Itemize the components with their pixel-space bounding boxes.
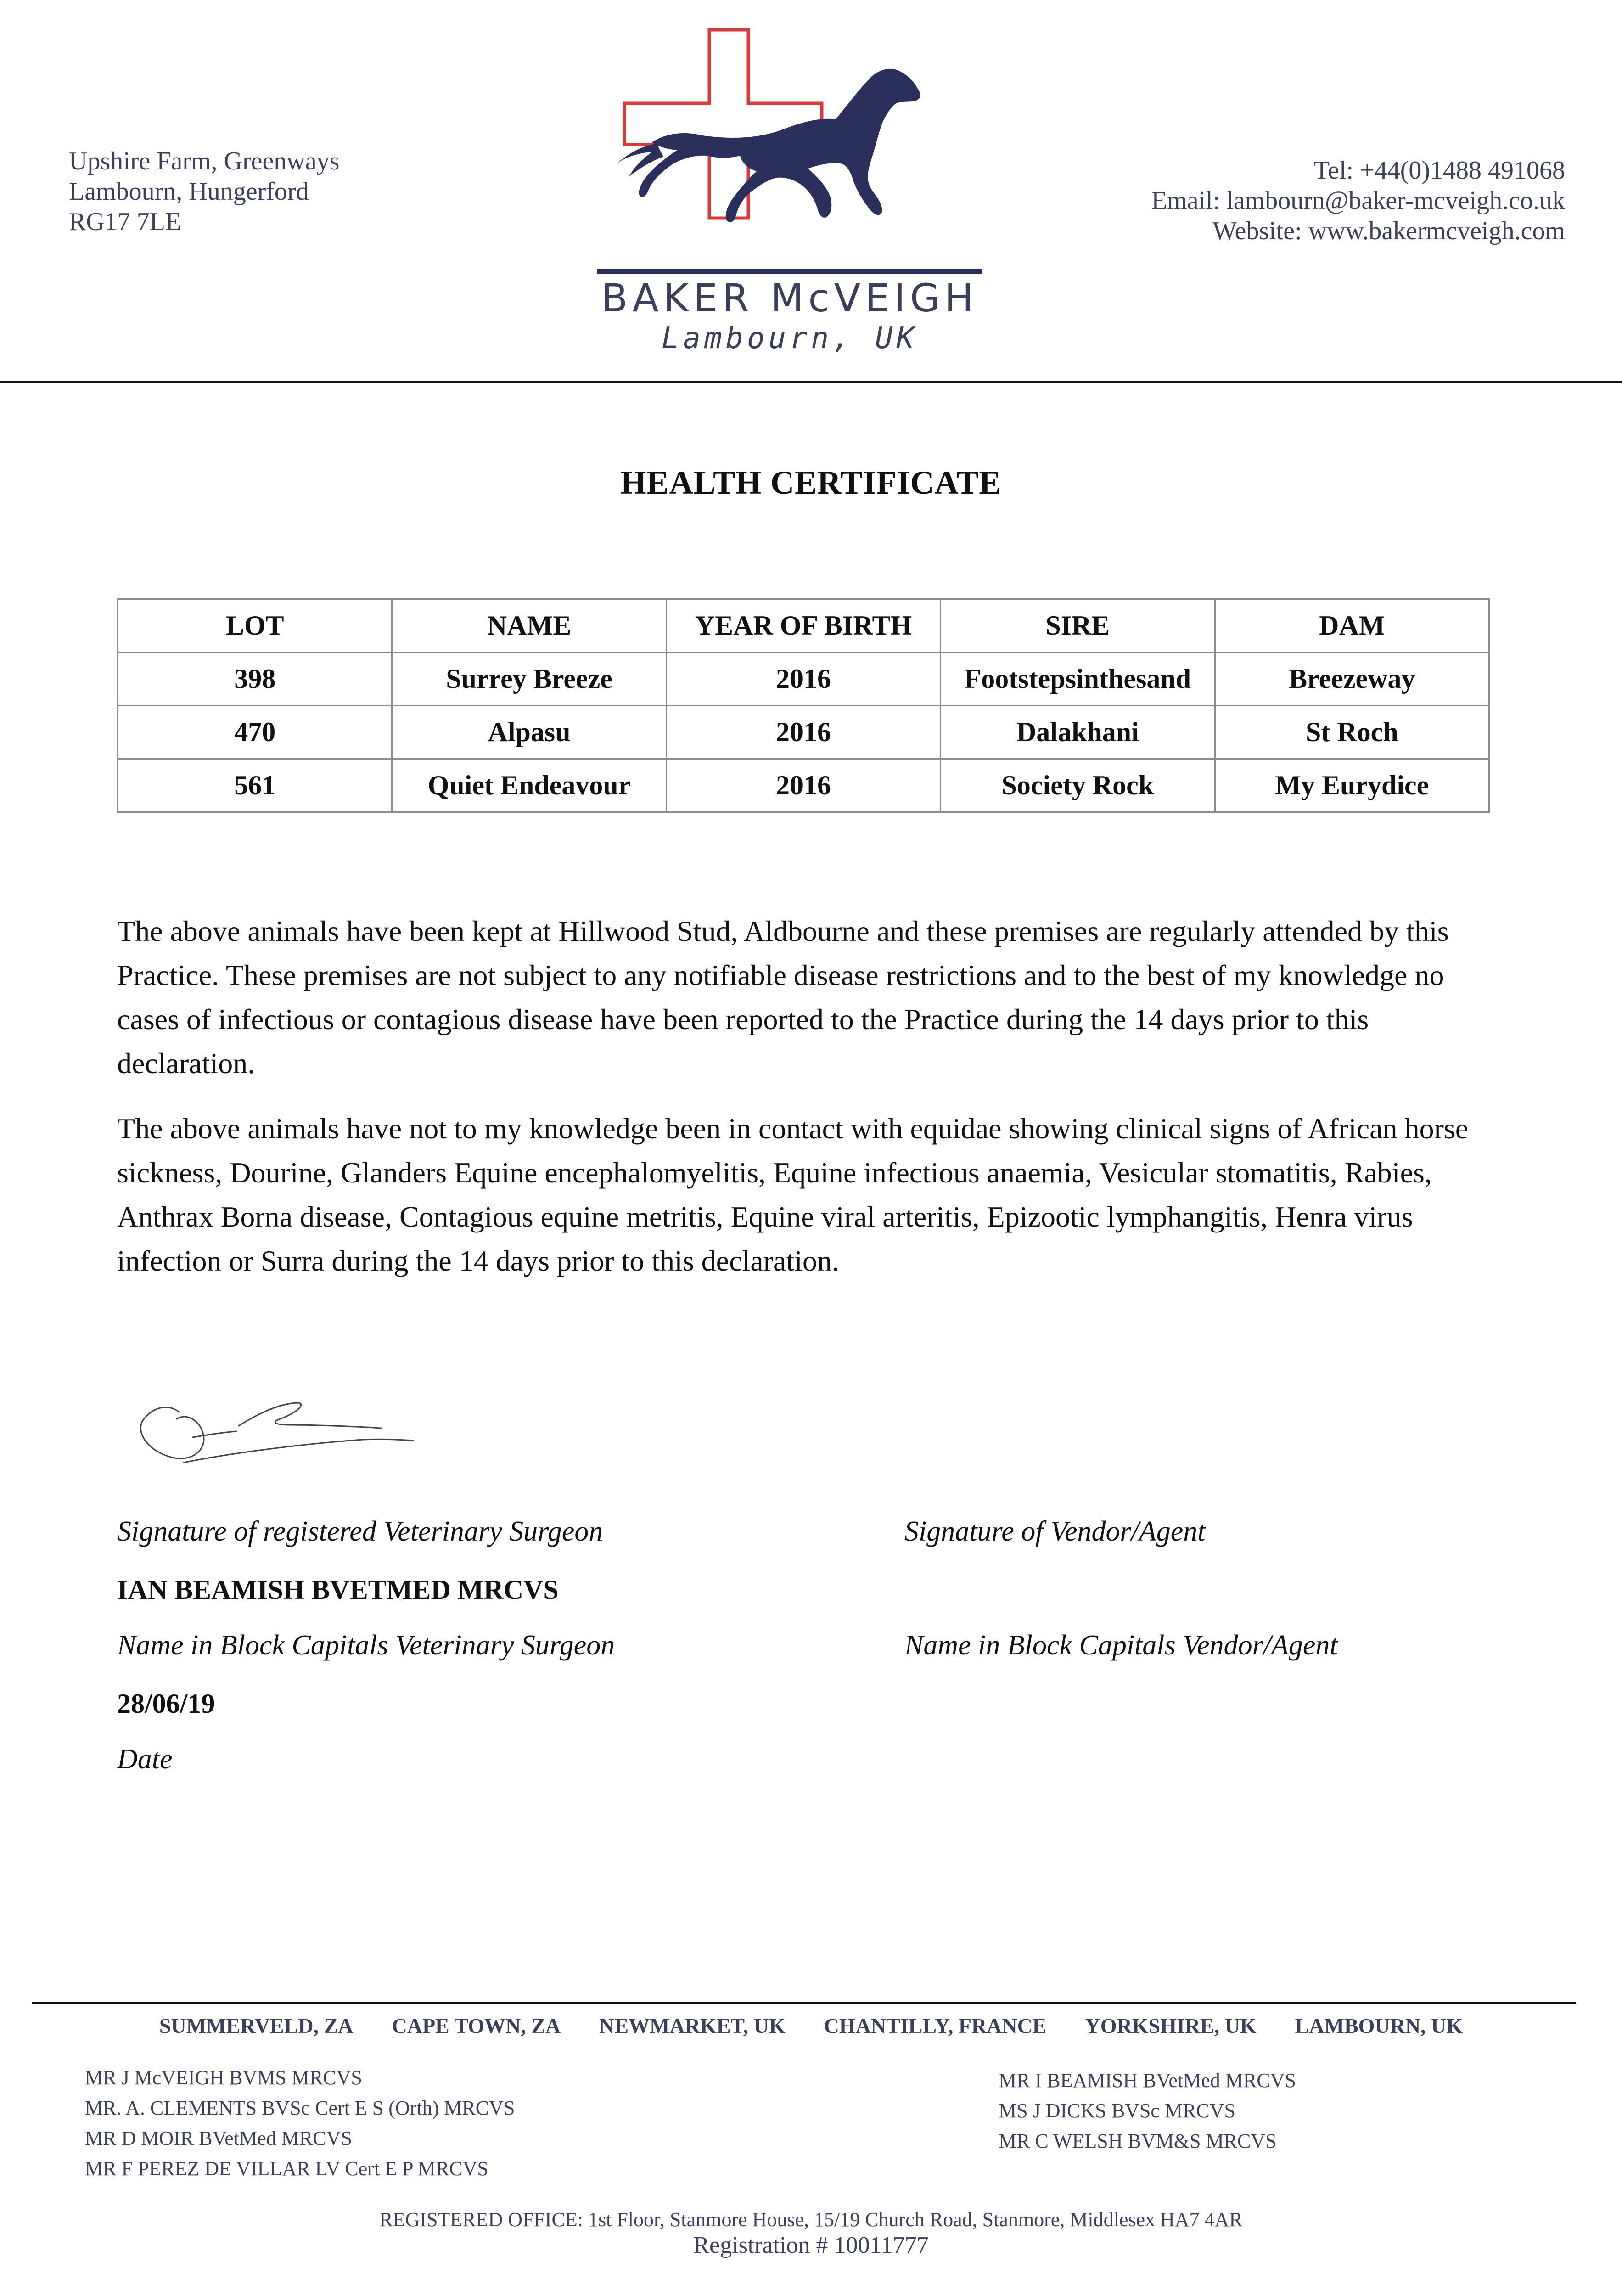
table-row — [118, 653, 1489, 706]
table-cell: Alpasu — [392, 706, 666, 759]
office-location: CAPE TOWN, ZA — [392, 2014, 561, 2037]
office-location: CHANTILLY, FRANCE — [824, 2014, 1047, 2037]
date-label: Date — [117, 1744, 173, 1775]
vet-entry: MR I BEAMISH BVetMed MRCVS — [999, 2069, 1296, 2092]
company-address — [69, 146, 339, 237]
table-cell: Footstepsinthesand — [941, 653, 1215, 706]
office-locations — [0, 2014, 1622, 2038]
office-location: YORKSHIRE, UK — [1085, 2014, 1257, 2037]
table-cell: 561 — [118, 759, 392, 812]
vet-signature — [124, 1371, 418, 1481]
declaration-paragraph: The above animals have been kept at Hillwood Stud, Aldbourne and these premises are regularly attended by this Practice. These premises are not subject to any notifiable disease restrictions and to the best of my knowledge no cases of infectious or contagious disease have been reported to the Practice during the 14 days prior to this declaration. — [117, 915, 1449, 1080]
table-cell: 2016 — [666, 759, 940, 812]
registered-office: REGISTERED OFFICE: 1st Floor, Stanmore House, 15/19 Church Road, Stanmore, Middlesex HA7 4AR — [379, 2208, 1243, 2231]
column-header: YEAR OF BIRTH — [666, 599, 940, 653]
address-line: Lambourn, Hungerford — [69, 177, 309, 206]
column-header: LOT — [118, 599, 392, 653]
logo-underline — [597, 269, 982, 274]
vet-list-right — [999, 2065, 1296, 2156]
contact-website: Website: www.bakermcveigh.com — [1212, 217, 1565, 245]
vet-entry: MR C WELSH BVM&S MRCVS — [999, 2130, 1277, 2152]
office-location: SUMMERVELD, ZA — [159, 2014, 354, 2037]
vendor-signature-label: Signature of Vendor/Agent — [904, 1516, 1206, 1547]
vet-name: IAN BEAMISH BVETMED MRCVS — [117, 1575, 559, 1605]
document-title: HEALTH CERTIFICATE — [620, 464, 1002, 501]
table-cell: Society Rock — [941, 759, 1215, 812]
vet-entry: MR. A. CLEMENTS BVSc Cert E S (Orth) MRCVS — [85, 2097, 515, 2119]
vet-signature-label: Signature of registered Veterinary Surgeon — [117, 1516, 603, 1547]
column-header: DAM — [1215, 599, 1489, 653]
column-header: NAME — [392, 599, 666, 653]
footer-divider — [32, 2002, 1576, 2004]
table-cell: My Eurydice — [1215, 759, 1489, 812]
table-cell: 470 — [118, 706, 392, 759]
table-header-row — [118, 599, 1489, 653]
address-line: Upshire Farm, Greenways — [69, 147, 340, 175]
table-cell: 2016 — [666, 706, 940, 759]
brand-location: Lambourn, UK — [661, 321, 918, 355]
horse-icon — [639, 69, 920, 222]
table-cell: 398 — [118, 653, 392, 706]
table-cell: Quiet Endeavour — [392, 759, 666, 812]
vet-name-label: Name in Block Capitals Veterinary Surgeon — [117, 1630, 615, 1661]
table-cell: Surrey Breeze — [392, 653, 666, 706]
vet-entry: MR F PEREZ DE VILLAR LV Cert E P MRCVS — [85, 2157, 488, 2180]
vet-entry: MR D MOIR BVetMed MRCVS — [85, 2127, 352, 2150]
office-location: LAMBOURN, UK — [1295, 2014, 1463, 2037]
cross-icon — [624, 30, 822, 218]
declaration-paragraph: The above animals have not to my knowledge been in contact with equidae showing clinical signs of African horse sickness, Dourine, Glanders Equine encephalomyelitis, Equine infectious anaemia, Vesicular stomatitis, Rabies, Anthrax Borna disease, Contagious equine metritis, Equine viral arteritis, Epizootic lymphangitis, Henra virus infection or Surra during the 14 days prior to this declaration. — [117, 1112, 1469, 1277]
table-cell: 2016 — [666, 653, 940, 706]
contact-phone: Tel: +44(0)1488 491068 — [1313, 156, 1565, 185]
vet-list-left — [85, 2063, 515, 2184]
office-location: NEWMARKET, UK — [599, 2014, 786, 2037]
table-cell: Dalakhani — [941, 706, 1215, 759]
column-header: SIRE — [941, 599, 1215, 653]
date-value: 28/06/19 — [117, 1688, 215, 1719]
lots-table — [117, 598, 1490, 813]
brand-name: BAKER McVEIGH — [601, 276, 978, 321]
contact-email: Email: lambourn@baker-mcveigh.co.uk — [1151, 186, 1565, 215]
table-cell: St Roch — [1215, 706, 1489, 759]
table-cell: Breezeway — [1215, 653, 1489, 706]
vendor-name-label: Name in Block Capitals Vendor/Agent — [904, 1630, 1338, 1661]
vet-entry: MR J McVEIGH BVMS MRCVS — [85, 2066, 362, 2089]
company-contact — [1151, 155, 1565, 246]
registration-number: Registration # 10011777 — [693, 2232, 929, 2258]
header-divider — [0, 381, 1622, 383]
address-line: RG17 7LE — [69, 208, 181, 236]
vet-entry: MS J DICKS BVSc MRCVS — [999, 2099, 1235, 2122]
table-row — [118, 759, 1489, 812]
table-row — [118, 706, 1489, 759]
